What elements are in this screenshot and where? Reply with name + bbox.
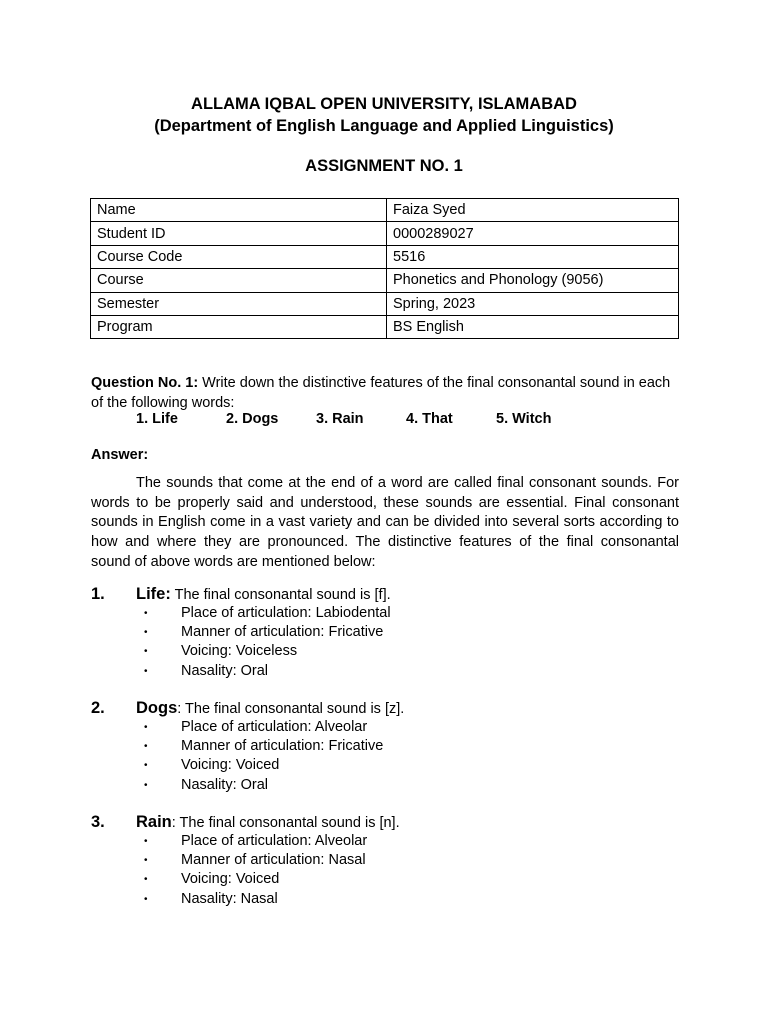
feature-list — [91, 718, 383, 795]
item-number: 1. — [91, 585, 105, 603]
answer-label: Answer: — [91, 447, 149, 463]
table-row — [91, 292, 679, 315]
item-word-bold: Rain — [136, 813, 172, 831]
question-paragraph — [91, 374, 679, 413]
answer-intro: The sounds that come at the end of a word are called final consonant sounds. For words to be properly said and understood, these sounds are essential. Final consonant sounds in English come in a vast variety and can be divided into several sorts according to how and where they are pronounced. The distinctive features of the final consonantal sound of above words are mentioned below: — [91, 475, 679, 570]
table-row — [91, 315, 679, 338]
feature-text: Manner of articulation: Fricative — [181, 624, 384, 641]
list-item — [91, 604, 391, 623]
table-row — [91, 269, 679, 292]
item-word-bold: Life: — [136, 585, 171, 603]
table-cell-label: Semester — [91, 292, 387, 315]
list-item — [91, 662, 391, 681]
bullet-icon: • — [144, 665, 148, 677]
bullet-icon: • — [144, 608, 148, 619]
feature-text: Voicing: Voiceless — [181, 643, 298, 660]
bullet-icon: • — [144, 646, 148, 658]
list-item — [91, 756, 383, 775]
item-number: 3. — [91, 813, 105, 831]
table-row — [91, 199, 679, 222]
list-item — [91, 642, 391, 661]
item-word — [136, 584, 391, 605]
feature-text: Voicing: Voiced — [181, 757, 280, 774]
table-cell-label: Course — [91, 269, 387, 292]
question-text: Write down the distinctive features of the final consonantal sound in each of the following words: — [91, 375, 671, 411]
feature-text: Nasality: Nasal — [181, 890, 278, 907]
bullet-icon: • — [144, 779, 148, 791]
student-info-table — [90, 198, 679, 339]
list-item — [91, 890, 367, 909]
bullet-icon: • — [144, 627, 148, 639]
list-item — [91, 718, 383, 737]
feature-list — [91, 832, 367, 909]
table-cell-label: Program — [91, 315, 387, 338]
feature-text: Nasality: Oral — [181, 776, 269, 793]
table-cell-value: Faiza Syed — [387, 199, 679, 222]
table-cell-label: Course Code — [91, 245, 387, 268]
feature-text: Nasality: Oral — [181, 662, 269, 679]
list-item — [91, 623, 391, 642]
item-description: : The final consonantal sound is [n]. — [171, 815, 400, 831]
bullet-icon: • — [144, 741, 148, 753]
item-word — [136, 812, 400, 833]
item-description: : The final consonantal sound is [z]. — [177, 701, 405, 717]
bullet-icon: • — [144, 855, 148, 867]
list-item — [91, 832, 367, 851]
bullet-icon: • — [144, 893, 148, 905]
bullet-icon: • — [144, 836, 148, 847]
table-cell-value: 0000289027 — [387, 222, 679, 245]
table-row — [91, 222, 679, 245]
question-label: Question No. 1: — [91, 375, 199, 391]
feature-text: Place of articulation: Labiodental — [181, 605, 391, 621]
table-cell-label: Student ID — [91, 222, 387, 245]
list-item — [91, 851, 367, 870]
table-cell-value: BS English — [387, 315, 679, 338]
item-description: The final consonantal sound is [f]. — [170, 587, 391, 603]
list-item — [91, 737, 383, 756]
assignment-title: ASSIGNMENT NO. 1 — [305, 157, 463, 175]
table-cell-label: Name — [91, 199, 387, 222]
list-item — [91, 776, 383, 795]
university-title: ALLAMA IQBAL OPEN UNIVERSITY, ISLAMABAD — [191, 95, 577, 113]
item-word — [136, 698, 404, 719]
list-item — [91, 870, 367, 889]
feature-text: Place of articulation: Alveolar — [181, 719, 368, 735]
feature-text: Manner of articulation: Fricative — [181, 738, 384, 755]
bullet-icon: • — [144, 722, 148, 733]
question-word: 1. Life — [136, 411, 178, 427]
bullet-icon: • — [144, 874, 148, 886]
feature-text: Manner of articulation: Nasal — [181, 852, 366, 869]
feature-list — [91, 604, 391, 681]
feature-text: Voicing: Voiced — [181, 871, 280, 888]
question-word: 3. Rain — [316, 411, 364, 427]
table-cell-value: 5516 — [387, 245, 679, 268]
question-word: 2. Dogs — [226, 411, 279, 427]
item-word-bold: Dogs — [136, 699, 178, 717]
question-word: 5. Witch — [496, 411, 552, 427]
department-subtitle: (Department of English Language and Applied Linguistics) — [154, 117, 614, 135]
table-row — [91, 245, 679, 268]
item-number: 2. — [91, 699, 105, 717]
table-cell-value: Phonetics and Phonology (9056) — [387, 269, 679, 292]
feature-text: Place of articulation: Alveolar — [181, 833, 368, 849]
table-cell-value: Spring, 2023 — [387, 292, 679, 315]
bullet-icon: • — [144, 760, 148, 772]
question-word: 4. That — [406, 411, 453, 427]
